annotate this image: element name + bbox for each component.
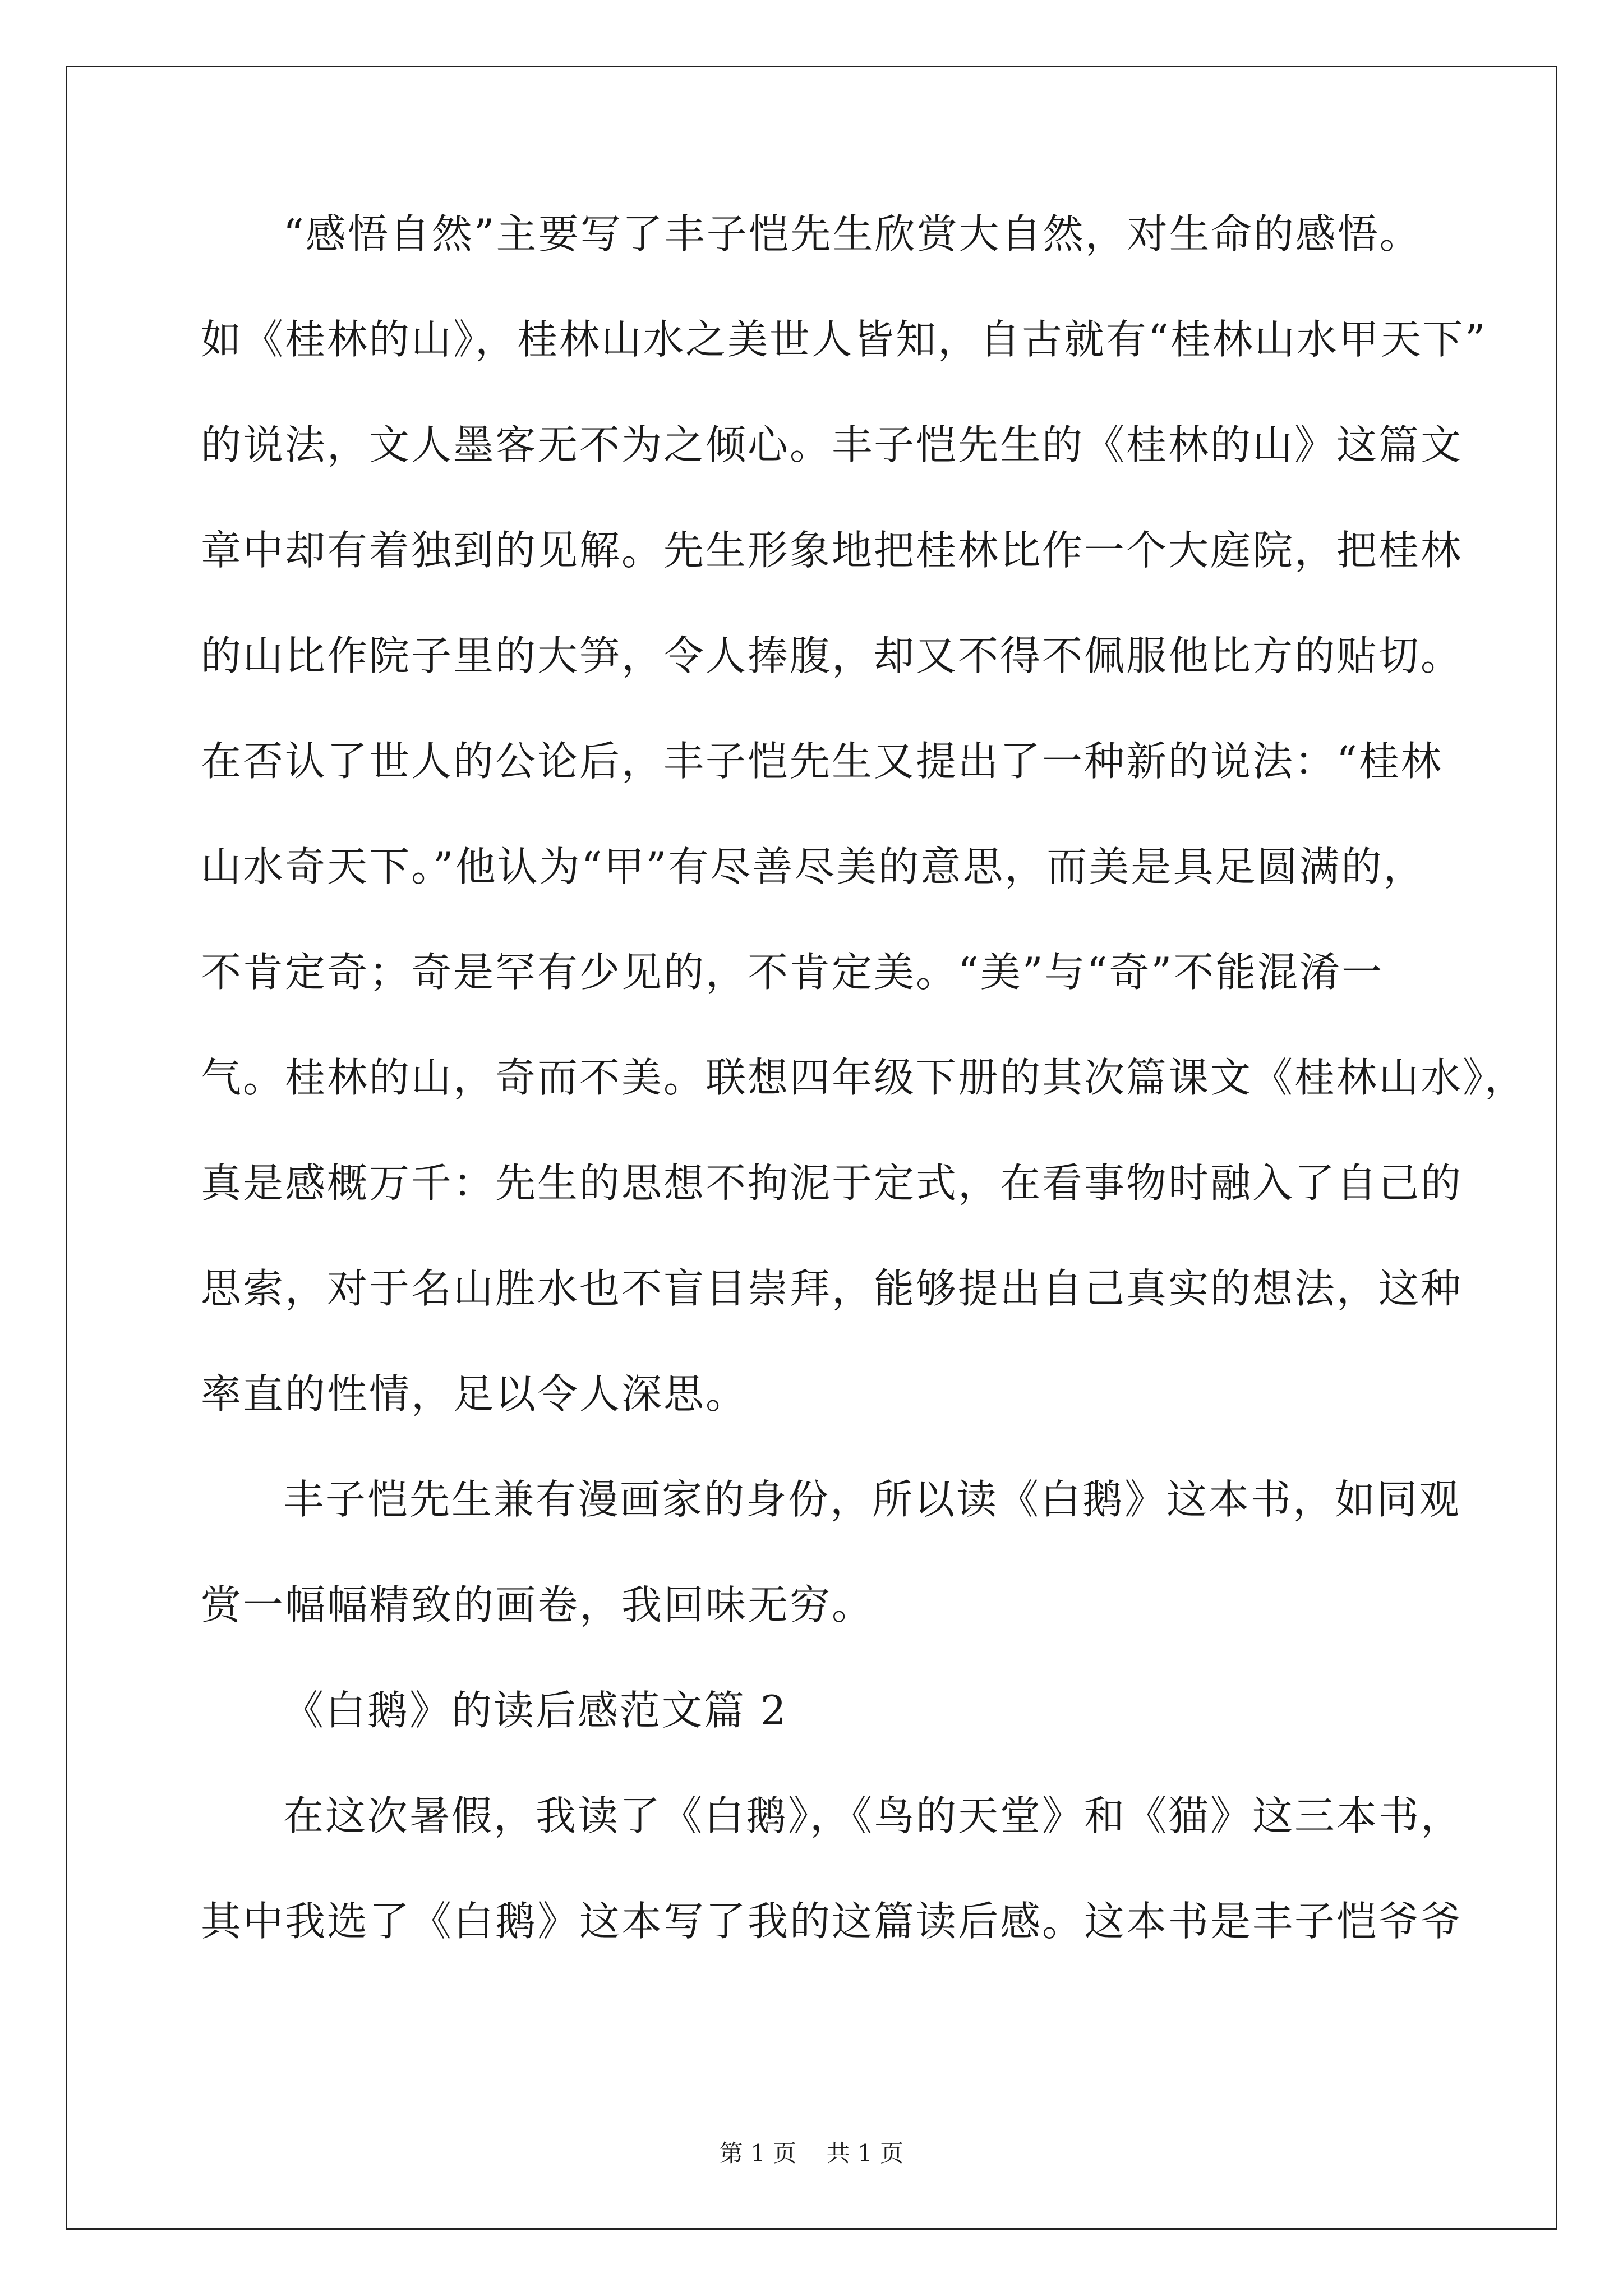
text-line: 思索，对于名山胜水也不盲目崇拜，能够提出自己真实的想法，这种 [201,1265,1463,1312]
text-line: “感悟自然”主要写了丰子恺先生欣赏大自然，对生命的感悟。 [283,210,1422,257]
text-line: 的说法，文人墨客无不为之倾心。丰子恺先生的《桂林的山》这篇文 [201,421,1463,468]
text-line: 气。桂林的山，奇而不美。联想四年级下册的其次篇课文《桂林山水》， [201,1054,1527,1101]
text-line: 其中我选了《白鹅》这本写了我的这篇读后感。这本书是丰子恺爷爷 [201,1898,1463,1945]
text-line: 率直的性情，足以令人深思。 [201,1370,748,1418]
text-line: 在这次暑假，我读了《白鹅》，《鸟的天堂》和《猫》这三本书， [283,1792,1463,1839]
page-footer: 第 1 页 共 1 页 [719,2139,904,2167]
text-line: 的山比作院子里的大笋，令人捧腹，却又不得不佩服他比方的贴切。 [201,632,1463,679]
text-line: 丰子恺先生兼有漫画家的身份，所以读《白鹅》这本书，如同观 [283,1476,1461,1523]
section-heading: 《白鹅》的读后感范文篇 2 [283,1687,788,1734]
text-line: 在否认了世人的公论后，丰子恺先生又提出了一种新的说法：“桂林 [201,738,1443,785]
text-line: 赏一幅幅精致的画卷，我回味无穷。 [201,1581,874,1628]
text-line: 章中却有着独到的见解。先生形象地把桂林比作一个大庭院，把桂林 [201,527,1463,574]
text-line: 山水奇天下。”他认为“甲”有尽善尽美的意思，而美是具足圆满的， [201,843,1426,890]
text-line: 不肯定奇；奇是罕有少见的，不肯定美。“美”与“奇”不能混淆一 [201,949,1384,996]
text-line: 如《桂林的山》，桂林山水之美世人皆知，自古就有“桂林山水甲天下” [201,316,1487,363]
text-line: 真是感概万千：先生的思想不拘泥于定式，在看事物时融入了自己的 [201,1159,1463,1207]
